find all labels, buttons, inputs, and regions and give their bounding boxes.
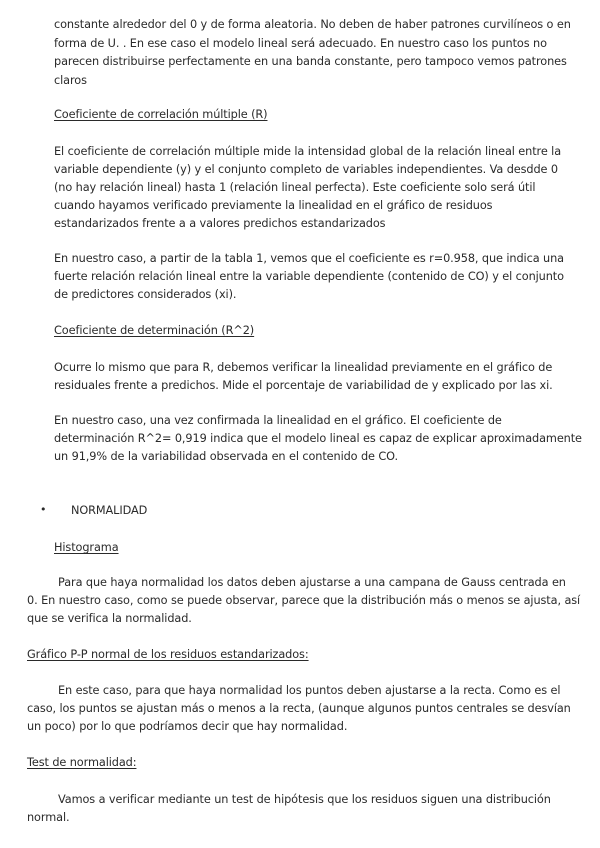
paragraph-line: determinación R^2= 0,919 indica que el modelo lineal es capaz de explicar aproximadamente — [54, 432, 582, 445]
intro-line: constante alrededor del 0 y de forma aleatoria. No deben de haber patrones curvilíneos o en — [54, 18, 571, 31]
paragraph-line: 0. En nuestro caso, como se puede observar, parece que la distribución más o menos se ajusta, así — [27, 594, 581, 607]
paragraph-line: Para que haya normalidad los datos deben ajustarse a una campana de Gauss centrada en — [58, 576, 566, 589]
paragraph-line: estandarizados frente a a valores predichos estandarizados — [54, 217, 386, 230]
pp-plot-heading: Gráfico P-P normal de los residuos estandarizados: — [27, 648, 309, 661]
paragraph-line: caso, los puntos se ajustan más o menos a la recta, (aunque algunos puntos centrales se desvían — [27, 702, 571, 715]
paragraph-line: normal. — [27, 811, 70, 824]
paragraph-line: En nuestro caso, una vez confirmada la linealidad en el gráfico. El coeficiente de — [54, 414, 502, 427]
paragraph-line: un poco) por lo que podríamos decir que hay normalidad. — [27, 720, 348, 733]
paragraph-line: que se verifica la normalidad. — [27, 612, 192, 625]
paragraph-line: variable dependiente (y) y el conjunto completo de variables independientes. Va desdde 0 — [54, 163, 558, 176]
paragraph-line: Vamos a verificar mediante un test de hipótesis que los residuos siguen una distribución — [58, 793, 551, 806]
paragraph-line: (no hay relación lineal) hasta 1 (relación lineal perfecta). Este coeficiente solo será útil — [54, 181, 536, 194]
paragraph-line: fuerte relación relación lineal entre la variable dependiente (contenido de CO) y el conjunto — [54, 270, 564, 283]
intro-line: forma de U. . En ese caso el modelo lineal será adecuado. En nuestro caso los puntos no — [54, 37, 547, 50]
paragraph-line: de predictores considerados (xi). — [54, 288, 237, 301]
paragraph-line: residuales frente a predichos. Mide el porcentaje de variabilidad de y explicado por las xi. — [54, 379, 553, 392]
paragraph-line: Ocurre lo mismo que para R, debemos verificar la linealidad previamente en el gráfico de — [54, 361, 553, 374]
section-heading-r: Coeficiente de correlación múltiple (R) — [54, 108, 268, 121]
section-heading-r2: Coeficiente de determinación (R^2) — [54, 324, 255, 337]
paragraph-line: cuando hayamos verificado previamente la linealidad en el gráfico de residuos — [54, 199, 493, 212]
paragraph-line: En este caso, para que haya normalidad los puntos deben ajustarse a la recta. Como es el — [58, 684, 561, 697]
intro-line: claros — [54, 74, 87, 87]
paragraph-line: un 91,9% de la variabilidad observada en el contenido de CO. — [54, 450, 399, 463]
paragraph-line: En nuestro caso, a partir de la tabla 1, vemos que el coeficiente es r=0.958, que indica una — [54, 252, 564, 265]
intro-line: parecen distribuirse perfectamente en una banda constante, pero tampoco vemos patrones — [54, 55, 567, 68]
normality-test-heading: Test de normalidad: — [27, 756, 137, 769]
paragraph-line: El coeficiente de correlación múltiple mide la intensidad global de la relación lineal entre la — [54, 145, 562, 158]
bullet-title: NORMALIDAD — [71, 504, 148, 517]
bullet-icon: • — [40, 503, 47, 516]
histogram-heading: Histograma — [54, 541, 119, 554]
